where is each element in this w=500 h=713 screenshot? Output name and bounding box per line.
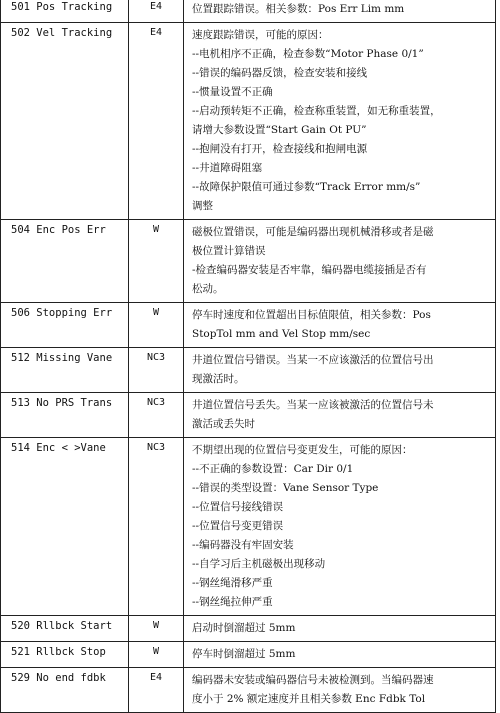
table-row	[0, 348, 496, 393]
description-line: --自学习后主机磁极出现移动	[192, 558, 326, 570]
fault-type-cell: W	[128, 220, 183, 302]
description-line: --故障保护限值可通过参数“Track Error mm/s”	[192, 181, 421, 193]
description-line: 启动时倒溜超过 5mm	[192, 622, 296, 634]
description-cell	[183, 642, 496, 667]
table-row	[0, 303, 496, 348]
fault-code-cell: 513 No PRS Trans	[0, 393, 128, 437]
description-line: --井道障碍阻塞	[192, 162, 263, 174]
fault-code-cell: 521 Rllbck Stop	[0, 642, 128, 667]
description-line: 极位置计算错误	[192, 245, 266, 257]
fault-code-cell: 502 Vel Tracking	[0, 23, 128, 219]
description-line: 现激活时。	[192, 373, 245, 385]
description-line: --位置信号接线错误	[192, 501, 284, 513]
description-line: --启动预转矩不正确，检查称重装置，如无称重装置，	[192, 105, 441, 117]
description-line: 编码器未安装或编码器信号未被检测到。当编码器速	[192, 674, 434, 686]
description-line: --不正确的参数设置：Car Dir 0/1	[192, 463, 354, 475]
description-cell	[183, 438, 496, 615]
description-cell	[183, 303, 496, 347]
fault-type-cell: W	[128, 303, 183, 347]
fault-type-cell: E4	[128, 668, 183, 712]
description-line: 位置跟踪错误。相关参数：Pos Err Lim mm	[192, 3, 405, 15]
fault-type-cell: W	[128, 616, 183, 641]
fault-code-cell: 504 Enc Pos Err	[0, 220, 128, 302]
fault-type-cell: NC3	[128, 348, 183, 392]
table-row	[0, 23, 496, 220]
fault-code-cell: 514 Enc < >Vane	[0, 438, 128, 615]
description-line: 激活或丢失时	[192, 418, 255, 430]
description-line: --惯量设置不正确	[192, 86, 273, 98]
table-row	[0, 0, 496, 23]
description-line: --钢丝绳拉伸严重	[192, 596, 273, 608]
description-line: -检查编码器安装是否牢靠，编码器电缆接插是否有	[192, 264, 427, 276]
description-line: --编码器没有牢固安装	[192, 539, 294, 551]
description-line: 磁极位置错误，可能是编码器出现机械滑移或者是磁	[192, 226, 434, 238]
table-row	[0, 438, 496, 616]
fault-code-cell: 501 Pos Tracking	[0, 0, 128, 22]
table-row	[0, 393, 496, 438]
description-line: --错误的类型设置：Vane Sensor Type	[192, 482, 379, 494]
fault-type-cell: NC3	[128, 393, 183, 437]
description-line: 度小于 2% 额定速度并且相关参数 Enc Fdbk Tol	[192, 693, 426, 705]
description-cell	[183, 393, 496, 437]
fault-code-cell: 506 Stopping Err	[0, 303, 128, 347]
description-line: StopTol mm and Vel Stop mm/sec	[192, 328, 371, 340]
description-cell	[183, 23, 496, 219]
description-line: 井道位置信号丢失。当某一应该被激活的位置信号未	[192, 399, 434, 411]
description-line: --抱闸没有打开，检查接线和抱闸电源	[192, 143, 368, 155]
fault-code-cell: 529 No end fdbk	[0, 668, 128, 712]
description-cell	[183, 668, 496, 712]
description-line: 请增大参数设置“Start Gain Ot PU”	[192, 124, 367, 136]
fault-type-cell: NC3	[128, 438, 183, 615]
description-cell	[183, 0, 496, 22]
fault-code-cell: 520 Rllbck Start	[0, 616, 128, 641]
description-line: 井道位置信号错误。当某一不应该激活的位置信号出	[192, 354, 434, 366]
description-line: 停车时倒溜超过 5mm	[192, 648, 296, 660]
description-line: --钢丝绳滑移严重	[192, 577, 273, 589]
description-line: 速度跟踪错误，可能的原因：	[192, 29, 329, 41]
description-line: 调整	[192, 200, 213, 212]
description-cell	[183, 616, 496, 641]
fault-type-cell: W	[128, 642, 183, 667]
table-row	[0, 642, 496, 668]
table-row	[0, 668, 496, 713]
description-line: 不期望出现的位置信号变更发生，可能的原因：	[192, 444, 413, 456]
description-cell	[183, 348, 496, 392]
description-cell	[183, 220, 496, 302]
table-row	[0, 616, 496, 642]
table-row	[0, 220, 496, 303]
fault-code-cell: 512 Missing Vane	[0, 348, 128, 392]
description-line: --电机相序不正确，检查参数“Motor Phase 0/1”	[192, 48, 424, 60]
description-line: 停车时速度和位置超出目标值限值，相关参数：Pos	[192, 309, 431, 321]
description-line: 松动。	[192, 283, 224, 295]
fault-type-cell: E4	[128, 23, 183, 219]
description-line: --错误的编码器反馈，检查安装和接线	[192, 67, 368, 79]
description-line: --位置信号变更错误	[192, 520, 284, 532]
fault-type-cell: E4	[128, 0, 183, 22]
